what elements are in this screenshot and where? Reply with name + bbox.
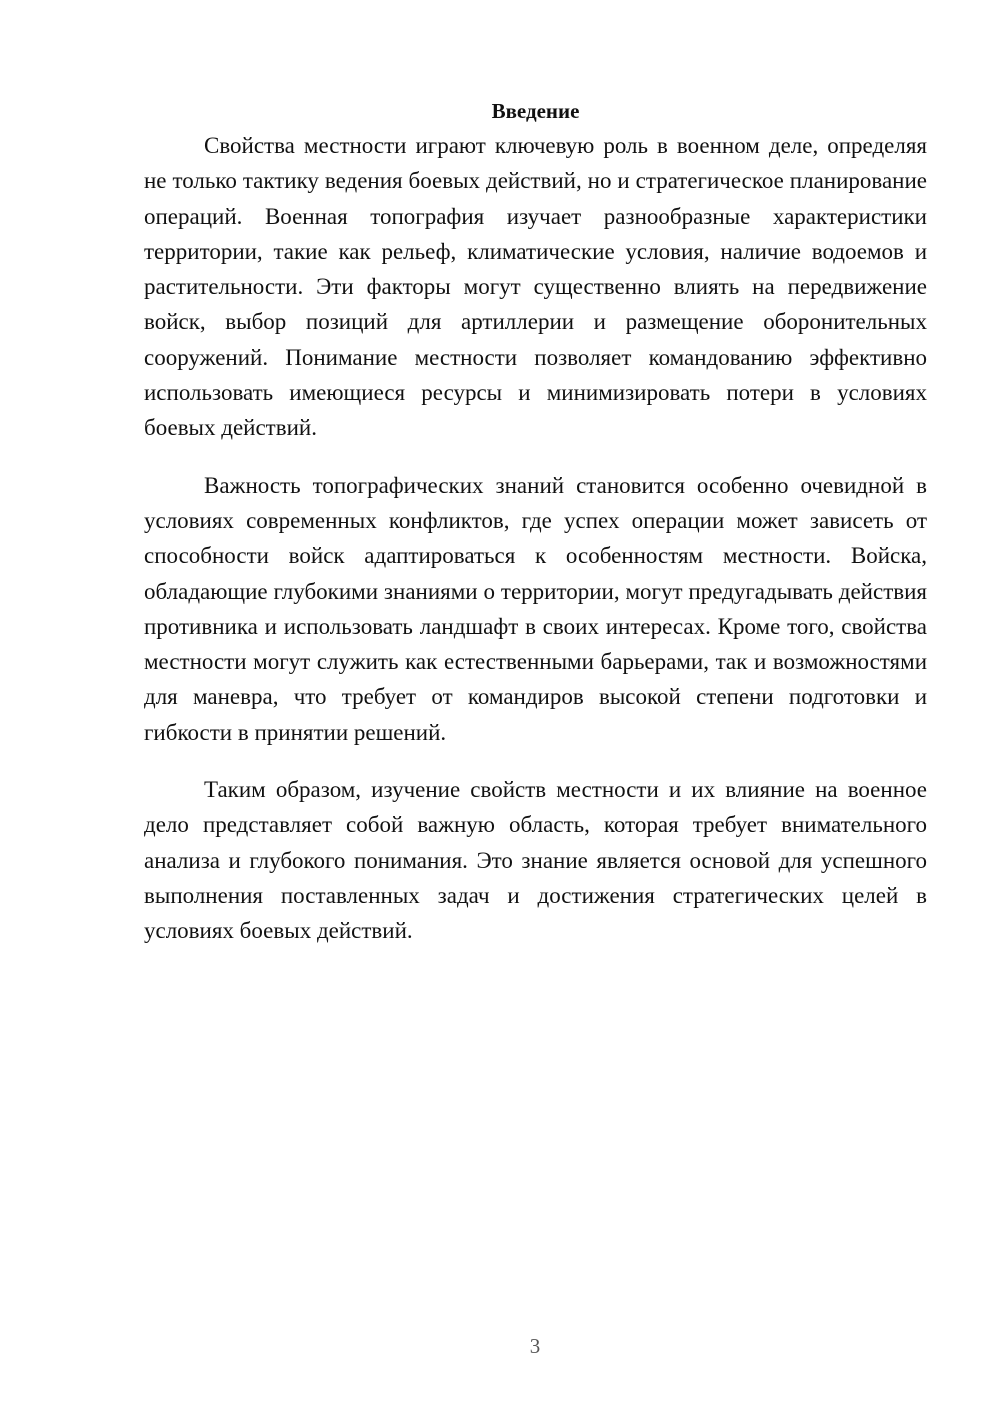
section-title: Введение bbox=[491, 99, 580, 123]
paragraph-1: Свойства местности играют ключевую роль в военном деле, определяя не только тактику ведения боевых действий, но и стратегическое планирование операций. Военная топография изучает разнообразные характеристики территории, такие как рельеф, климатические условия, наличие водоемов и растительности. Эти факторы могут существенно влиять на передвижение войск, выбор позиций для артиллерии и размещение оборонительных сооружений. Понимание местности позволяет командованию эффективно использовать имеющиеся ресурсы и минимизировать потери в условиях боевых действий. bbox=[144, 133, 927, 441]
paragraph-3: Таким образом, изучение свойств местности и их влияние на военное дело представляет собой важную область, которая требует внимательного анализа и глубокого понимания. Это знание является основой для успешного выполнения поставленных задач и достижения стратегических целей в условиях боевых действий. bbox=[144, 777, 927, 944]
page-content bbox=[144, 96, 927, 949]
page-number: 3 bbox=[529, 1334, 541, 1358]
paragraph-2: Важность топографических знаний становится особенно очевидной в условиях современных конфликтов, где успех операции может зависеть от способности войск адаптироваться к особенностям местности. Войска, обладающие глубокими знаниями о территории, могут предугадывать действия противника и использовать ландшафт в своих интересах. Кроме того, свойства местности могут служить как естественными барьерами, так и возможностями для маневра, что требует от командиров высокой степени подготовки и гибкости в принятии решений. bbox=[144, 472, 927, 745]
